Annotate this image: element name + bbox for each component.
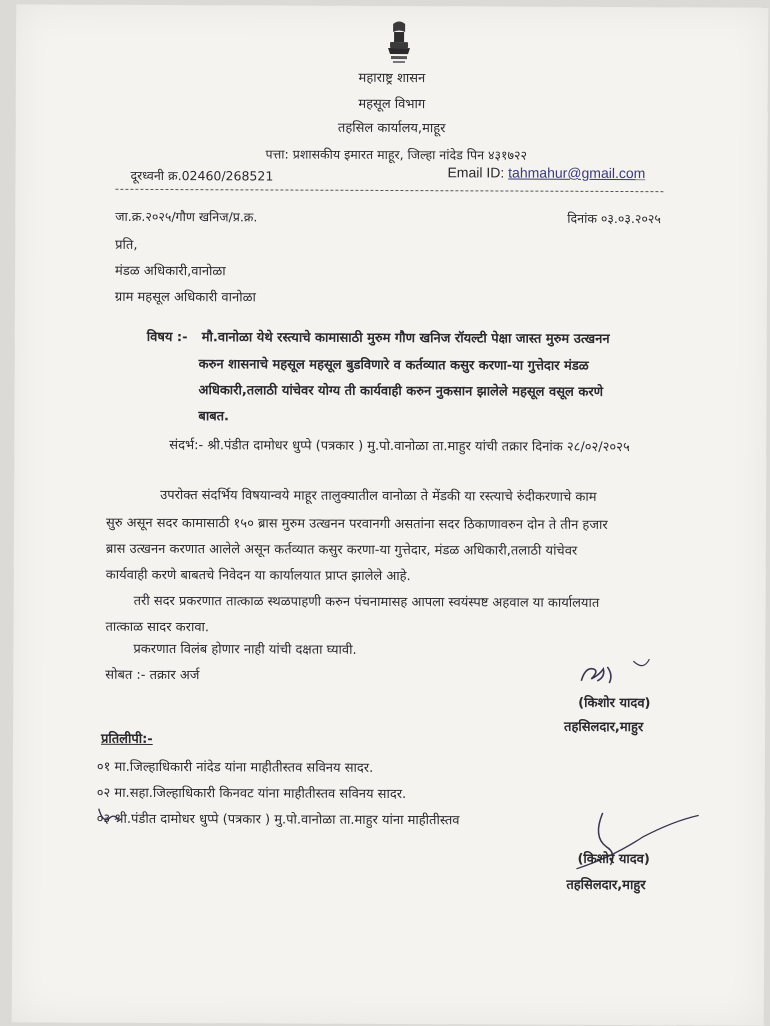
copy-recipient-3: ०३ श्री.पंडीत दामोधर धुप्पे (पत्रकार ) मु.पो.वानोळा ता.माहुर यांना माहीतीस्तव <box>96 811 460 829</box>
letter-page <box>12 4 768 1025</box>
recipient-line-1: मंडळ अधिकारी,वानोळा <box>115 263 226 280</box>
state-name: महाराष्ट्र शासन <box>358 70 426 87</box>
handwritten-mark <box>97 803 121 827</box>
paragraph-1-line-4: कार्यवाही करणे बाबतचे निवेदन या कार्यालयात प्राप्त झालेले आहे. <box>105 567 411 585</box>
paragraph-1-line-2: सुरु असून सदर कामासाठी १५० ब्रास मुरुम उत्खनन परवानगी असतांना सदर ठिकाणावरुन दोन ते तीन हजार <box>105 515 608 533</box>
copy-recipient-2: ०२ मा.सहा.जिल्हाधिकारी किनवट यांना माहीतीस्तव सविनय सादर. <box>96 785 407 803</box>
recipient-line-2: ग्राम महसूल अधिकारी वानोळा <box>114 289 256 306</box>
enclosure-note: सोबत :- तक्रार अर्ज <box>105 667 200 684</box>
email-link[interactable]: tahmahur@gmail.com <box>508 164 646 182</box>
subject-line-4: बाबत. <box>198 409 230 425</box>
handwritten-signature <box>573 655 663 691</box>
subject-line-3: अधिकारी,तलाठी यांचेवर योग्य ती कार्यवाही करुन नुकसान झालेले महसूल वसूल करणे <box>198 383 604 400</box>
email-row <box>447 164 645 181</box>
signatory-title-1: तहसिलदार,माहुर <box>564 719 644 736</box>
department-name: महसूल विभाग <box>358 96 426 113</box>
subject-label: विषय :- <box>146 329 188 346</box>
paragraph-2-line-2: तात्काळ सादर करावा. <box>105 619 210 636</box>
subject-line-2: करुन शासनाचे महसूल महसूल बुडविणारे व कर्तव्यात कसुर करणा-या गुत्तेदार मंडळ <box>198 357 589 374</box>
phone-number: दूरध्वनी क्र.02460/268521 <box>130 167 274 184</box>
office-address: पत्ता: प्रशासकीय इमारत माहूर, जिल्हा नांदेड पिन ४३१७२२ <box>265 146 528 163</box>
office-name: तहसिल कार्यालय,माहूर <box>337 120 446 137</box>
paragraph-1-line-1: उपरोक्त संदर्भिय विषयान्वये माहूर तालुक्यातील वानोळा ते मेंडकी या रस्त्याचे रुंदीकरणाचे काम <box>160 487 597 505</box>
to-prati: प्रति, <box>115 237 138 253</box>
national-emblem-icon <box>385 20 413 66</box>
signatory-title-2: तहसिलदार,माहुर <box>566 877 646 894</box>
copies-heading: प्रतिलीपी:- <box>100 731 153 747</box>
copy-recipient-1: ०१ मा.जिल्हाधिकारी नांदेड यांना माहीतीस्तव सविनय सादर. <box>96 759 374 776</box>
paragraph-3: प्रकरणात विलंब होणार नाही यांची दक्षता घ्यावी. <box>133 641 357 658</box>
paragraph-1-line-3: ब्रास उत्खनन करणात आलेले असून कर्तव्यात कसुर करणा-या गुत्तेदार, मंडळ अधिकारी,तलाठी यांचेवर <box>105 541 578 559</box>
letter-date: दिनांक ०३.०३.२०२५ <box>567 210 661 227</box>
signatory-name-2: (किशोर यादव) <box>577 851 650 868</box>
paragraph-2-line-1: तरी सदर प्रकरणात तात्काळ स्थळपाहणी करुन पंचनामासह आपला स्वयंस्पष्ट अहवाल या कार्यालयात <box>133 593 600 611</box>
header-divider <box>115 189 663 192</box>
subject-line-1: मौ.वानोळा येथे रस्त्याचे कामासाठी मुरुम गौण खनिज रॉयल्टी पेक्षा जास्त मुरुम उत्खनन <box>201 330 610 347</box>
email-label: Email ID: <box>447 164 505 181</box>
reference-line: संदर्भ:- श्री.पंडीत दामोधर धुप्पे (पत्रकार ) मु.पो.वानोळा ता.माहुर यांची तक्रार दिनांक २८/०२/२०२५ <box>169 438 630 456</box>
reference-number: जा.क्र.२०२५/गौण खनिज/प्र.क्र. <box>115 208 258 225</box>
signatory-name-1: (किशोर यादव) <box>578 695 651 712</box>
